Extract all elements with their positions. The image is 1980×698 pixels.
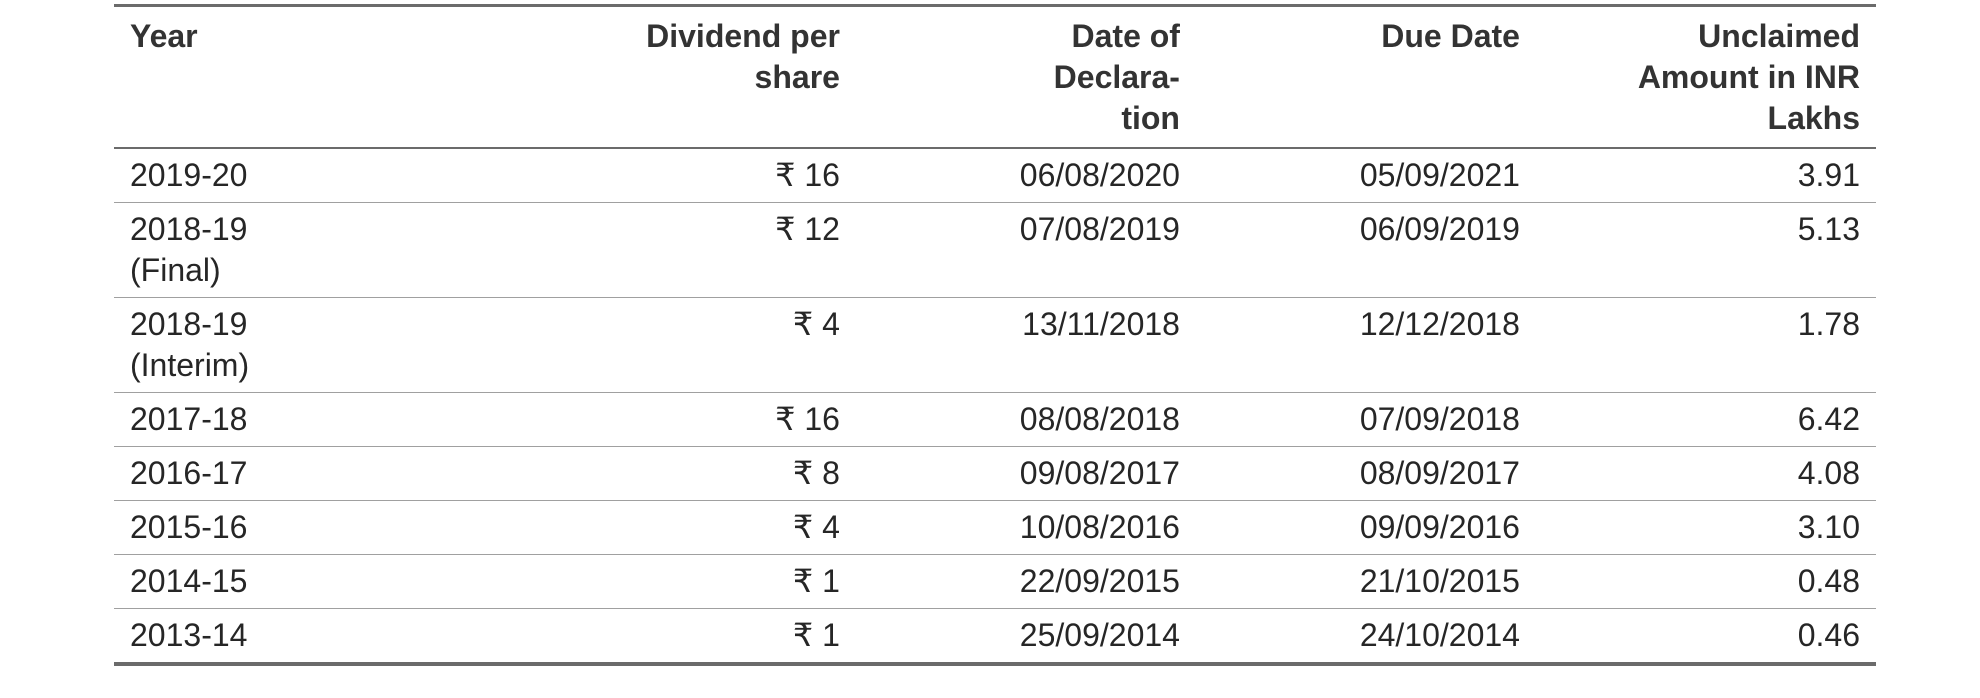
unclaimed-dividend-table (114, 4, 1876, 666)
cell-due-date: 09/09/2016 (1196, 501, 1536, 555)
cell-date-of-declaration: 22/09/2015 (856, 555, 1196, 609)
header-row (114, 6, 1876, 149)
cell-year: 2018-19 (Interim) (114, 298, 493, 393)
table-row (114, 609, 1876, 665)
cell-year: 2015-16 (114, 501, 493, 555)
cell-year: 2014-15 (114, 555, 493, 609)
cell-date-of-declaration: 07/08/2019 (856, 203, 1196, 298)
cell-unclaimed-amount: 6.42 (1536, 393, 1876, 447)
cell-year: 2019-20 (130, 157, 248, 193)
cell-unclaimed-amount: 4.08 (1536, 447, 1876, 501)
cell-date-of-declaration: 10/08/2016 (856, 501, 1196, 555)
cell-date-of-declaration: 09/08/2017 (856, 447, 1196, 501)
cell-dividend-per-share: ₹ 12 (493, 203, 856, 298)
cell-year: 2017-18 (114, 393, 493, 447)
cell-date-of-declaration: 13/11/2018 (856, 298, 1196, 393)
cell-dividend-per-share: ₹ 16 (775, 157, 840, 193)
table-row (114, 298, 1876, 393)
cell-date-of-declaration: 25/09/2014 (856, 609, 1196, 665)
header-dividend-per-share: Dividend per share (493, 6, 856, 149)
table-row (114, 148, 1876, 203)
table-row (114, 501, 1876, 555)
table-row (114, 555, 1876, 609)
cell-due-date: 08/09/2017 (1196, 447, 1536, 501)
cell-date-of-declaration: 06/08/2020 (1019, 157, 1180, 193)
cell-due-date: 12/12/2018 (1196, 298, 1536, 393)
cell-year: 2013-14 (114, 609, 493, 665)
cell-dividend-per-share: ₹ 1 (493, 609, 856, 665)
cell-unclaimed-amount: 1.78 (1536, 298, 1876, 393)
header-date-of-declaration: Date of Declara-tion (856, 6, 1196, 149)
cell-dividend-per-share: ₹ 4 (493, 501, 856, 555)
cell-due-date: 07/09/2018 (1196, 393, 1536, 447)
cell-year: 2016-17 (114, 447, 493, 501)
header-due-date: Due Date (1196, 6, 1536, 149)
cell-due-date: 06/09/2019 (1196, 203, 1536, 298)
header-unclaimed-amount: Unclaimed Amount in INR Lakhs (1536, 6, 1876, 149)
table-row (114, 447, 1876, 501)
table-row (114, 203, 1876, 298)
cell-dividend-per-share: ₹ 8 (493, 447, 856, 501)
cell-unclaimed-amount: 3.10 (1536, 501, 1876, 555)
cell-dividend-per-share: ₹ 16 (493, 393, 856, 447)
cell-unclaimed-amount: 0.48 (1536, 555, 1876, 609)
cell-unclaimed-amount: 5.13 (1536, 203, 1876, 298)
cell-date-of-declaration: 08/08/2018 (856, 393, 1196, 447)
cell-due-date: 21/10/2015 (1196, 555, 1536, 609)
cell-year: 2018-19 (Final) (114, 203, 493, 298)
cell-due-date: 24/10/2014 (1196, 609, 1536, 665)
table-header (114, 6, 1876, 149)
cell-due-date: 05/09/2021 (1359, 157, 1520, 193)
cell-unclaimed-amount: 0.46 (1536, 609, 1876, 665)
dividend-table-container (114, 4, 1876, 666)
header-year: Year (114, 6, 493, 149)
cell-dividend-per-share: ₹ 4 (493, 298, 856, 393)
table-row (114, 393, 1876, 447)
cell-unclaimed-amount: 3.91 (1797, 157, 1860, 193)
cell-dividend-per-share: ₹ 1 (493, 555, 856, 609)
table-body (114, 148, 1876, 664)
